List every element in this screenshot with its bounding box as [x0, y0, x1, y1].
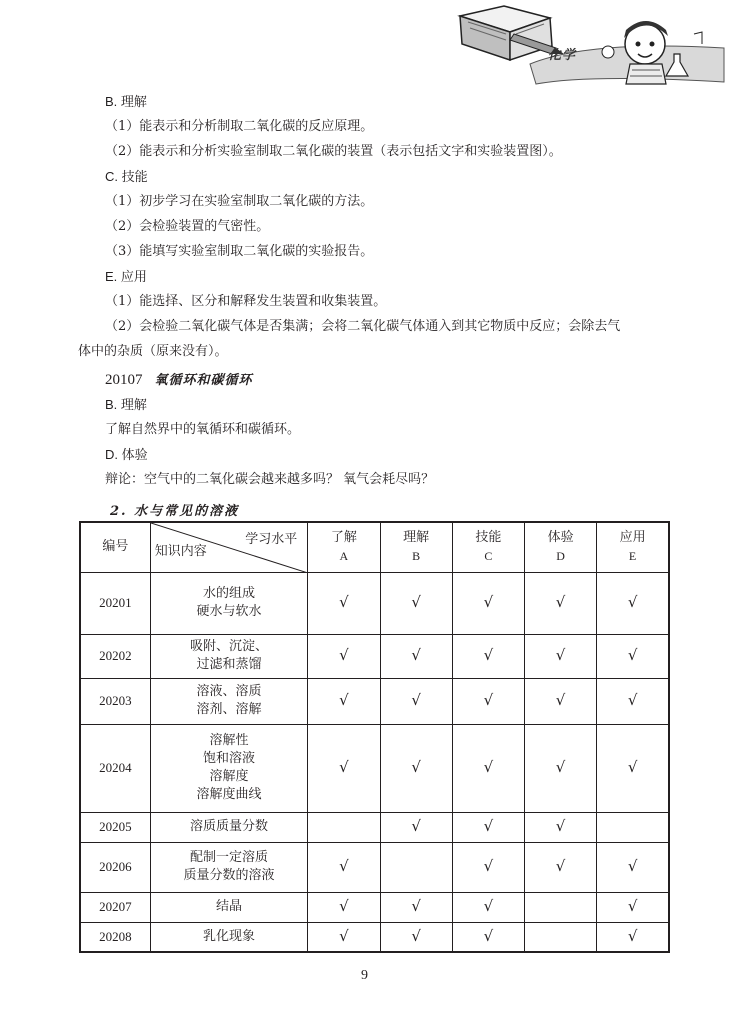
- level-cell: [524, 812, 596, 842]
- content-line: 吸附、沉淀、: [189, 639, 268, 654]
- check-mark-icon: √: [627, 593, 638, 611]
- level-cell: [597, 678, 669, 724]
- header-level-e: [597, 522, 669, 572]
- check-mark-icon: √: [339, 897, 349, 915]
- check-mark-icon: √: [411, 593, 421, 611]
- topic-heading: [105, 369, 253, 389]
- check-mark-icon: √: [411, 691, 421, 709]
- table-row: [80, 922, 669, 952]
- level-cell: [452, 842, 524, 892]
- check-mark-icon: √: [411, 817, 421, 835]
- check-mark-icon: √: [339, 691, 349, 709]
- check-mark-icon: √: [555, 817, 566, 835]
- body-line: （2）能表示和分析实验室制取二氧化碳的装置（表示包括文字和实验装置图）。: [105, 144, 562, 159]
- level-cell: [308, 724, 380, 812]
- level-cell: [524, 724, 596, 812]
- check-mark-icon: √: [627, 758, 638, 776]
- level-cell: [308, 812, 380, 842]
- check-mark-icon: √: [627, 897, 638, 915]
- level-letter: C: [484, 549, 493, 564]
- check-mark-icon: √: [483, 926, 494, 945]
- level-letter: D: [556, 549, 565, 564]
- level-cell: [524, 842, 596, 892]
- check-mark-icon: √: [555, 646, 566, 664]
- table-row: [80, 892, 669, 922]
- section-heading-b: B. 理解: [105, 94, 147, 109]
- level-cell: [380, 892, 452, 922]
- check-mark-icon: √: [339, 646, 349, 664]
- check-mark-icon: √: [411, 646, 421, 664]
- level-cell: [524, 892, 596, 922]
- level-cell: [452, 572, 524, 634]
- content-line: 配制一定溶质: [189, 850, 268, 865]
- subject-label: 化学: [548, 48, 577, 63]
- row-code: 20206: [80, 842, 150, 892]
- check-mark-icon: √: [483, 593, 494, 611]
- row-code: 20203: [80, 678, 150, 724]
- header-diagonal-cell: [150, 522, 308, 572]
- check-mark-icon: √: [339, 926, 349, 945]
- level-name: 体验: [547, 530, 574, 546]
- check-mark-icon: √: [411, 758, 421, 776]
- level-cell: [308, 572, 380, 634]
- check-mark-icon: √: [483, 897, 494, 915]
- level-name: 技能: [475, 530, 502, 546]
- level-cell: [308, 678, 380, 724]
- header-level-c: [452, 522, 524, 572]
- table-title: 2. 水与常见的溶液: [110, 504, 240, 519]
- level-cell: [597, 922, 669, 952]
- check-mark-icon: √: [627, 926, 638, 945]
- content-line: 硬水与软水: [196, 604, 262, 619]
- level-cell: [524, 678, 596, 724]
- row-code: 20201: [80, 572, 150, 634]
- level-cell: [597, 842, 669, 892]
- level-cell: [597, 892, 669, 922]
- check-mark-icon: √: [339, 593, 349, 611]
- content-line: 溶质质量分数: [189, 819, 268, 834]
- level-cell: [380, 724, 452, 812]
- page-number: 9: [361, 968, 368, 983]
- level-cell: [452, 812, 524, 842]
- table-body: [80, 572, 669, 952]
- check-mark-icon: √: [411, 926, 421, 945]
- level-name: 了解: [330, 530, 357, 546]
- row-code: 20208: [80, 922, 150, 952]
- level-name: 应用: [619, 530, 646, 546]
- row-content: [150, 634, 308, 678]
- header-level-b: [380, 522, 452, 572]
- level-cell: [380, 678, 452, 724]
- level-cell: [308, 842, 380, 892]
- check-mark-icon: √: [627, 857, 638, 875]
- table-row: [80, 812, 669, 842]
- check-mark-icon: √: [555, 857, 566, 875]
- level-cell: [597, 572, 669, 634]
- section-heading-d: D. 体验: [105, 447, 148, 462]
- check-mark-icon: √: [555, 593, 566, 611]
- level-cell: [452, 892, 524, 922]
- row-content: [150, 678, 308, 724]
- content-line: 过滤和蒸馏: [196, 657, 262, 672]
- level-letter: B: [412, 549, 421, 564]
- level-cell: [524, 572, 596, 634]
- book-icon: [460, 6, 552, 60]
- content-line: 溶液、溶质: [196, 684, 262, 699]
- check-mark-icon: √: [483, 691, 494, 709]
- header-code: 编号: [80, 522, 150, 572]
- check-mark-icon: √: [555, 758, 566, 776]
- row-content: [150, 842, 308, 892]
- body-line: （2）会检验二氧化碳气体是否集满；会将二氧化碳气体通入到其它物质中反应；会除去气: [105, 319, 621, 334]
- check-mark-icon: √: [339, 857, 349, 875]
- section-heading-b: B. 理解: [105, 397, 147, 412]
- check-mark-icon: √: [411, 897, 421, 915]
- level-cell: [597, 724, 669, 812]
- level-cell: [597, 634, 669, 678]
- content-line: 质量分数的溶液: [183, 868, 275, 883]
- table-row: [80, 678, 669, 724]
- topic-code: 20107: [105, 372, 143, 388]
- header-illustration: [440, 4, 725, 86]
- table-header-row: [80, 522, 669, 572]
- level-cell: [452, 724, 524, 812]
- section-heading-e: E. 应用: [105, 269, 147, 284]
- level-cell: [380, 572, 452, 634]
- body-line: （1）初步学习在实验室制取二氧化碳的方法。: [105, 194, 374, 209]
- check-mark-icon: √: [555, 691, 566, 709]
- header-knowledge-label: 知识内容: [154, 544, 207, 559]
- body-line: 了解自然界中的氧循环和碳循环。: [105, 422, 301, 437]
- level-letter: A: [339, 549, 349, 564]
- row-code: 20204: [80, 724, 150, 812]
- level-cell: [524, 922, 596, 952]
- row-content: [150, 892, 308, 922]
- row-content: [150, 724, 308, 812]
- content-line: 水的组成: [202, 586, 255, 601]
- content-line: 结晶: [215, 899, 242, 914]
- content-line: 乳化现象: [202, 928, 255, 944]
- check-mark-icon: √: [339, 758, 349, 776]
- level-cell: [452, 678, 524, 724]
- row-code: 20205: [80, 812, 150, 842]
- level-cell: [452, 922, 524, 952]
- row-content: [150, 922, 308, 952]
- check-mark-icon: √: [483, 857, 494, 875]
- content-line: 溶解度曲线: [196, 787, 262, 802]
- body-line: （1）能选择、区分和解释发生装置和收集装置。: [105, 294, 387, 309]
- learning-level-table: [79, 521, 670, 953]
- check-mark-icon: √: [627, 646, 638, 664]
- level-cell: [308, 922, 380, 952]
- level-cell: [380, 634, 452, 678]
- row-code: 20207: [80, 892, 150, 922]
- body-line: 体中的杂质（原来没有）。: [78, 344, 228, 359]
- row-content: [150, 572, 308, 634]
- check-mark-icon: √: [627, 691, 638, 709]
- level-cell: [308, 634, 380, 678]
- level-cell: [380, 922, 452, 952]
- header-level-label: 学习水平: [245, 532, 298, 547]
- body-line: （1）能表示和分析制取二氧化碳的反应原理。: [105, 119, 374, 134]
- content-line: 溶解性: [209, 733, 249, 748]
- level-name: 理解: [403, 530, 430, 546]
- row-code: 20202: [80, 634, 150, 678]
- header-level-d: [524, 522, 596, 572]
- topic-title: 氧循环和碳循环: [154, 373, 253, 388]
- level-cell: [452, 634, 524, 678]
- level-cell: [380, 842, 452, 892]
- content-line: 饱和溶液: [202, 751, 255, 766]
- body-line: （3）能填写实验室制取二氧化碳的实验报告。: [105, 244, 374, 259]
- level-cell: [597, 812, 669, 842]
- check-mark-icon: √: [483, 646, 494, 664]
- content-line: 溶剂、溶解: [196, 702, 262, 717]
- table-row: [80, 572, 669, 634]
- body-line: 辩论：空气中的二氧化碳会越来越多吗？ 氧气会耗尽吗？: [105, 472, 435, 487]
- table-row: [80, 842, 669, 892]
- body-line: （2）会检验装置的气密性。: [105, 219, 270, 234]
- header-level-a: [308, 522, 380, 572]
- table-row: [80, 634, 669, 678]
- check-mark-icon: √: [483, 817, 494, 835]
- check-mark-icon: √: [483, 758, 494, 776]
- level-cell: [524, 634, 596, 678]
- level-cell: [308, 892, 380, 922]
- table-row: [80, 724, 669, 812]
- content-line: 溶解度: [209, 769, 249, 784]
- section-heading-c: C. 技能: [105, 169, 148, 184]
- level-cell: [380, 812, 452, 842]
- row-content: [150, 812, 308, 842]
- level-letter: E: [628, 549, 637, 564]
